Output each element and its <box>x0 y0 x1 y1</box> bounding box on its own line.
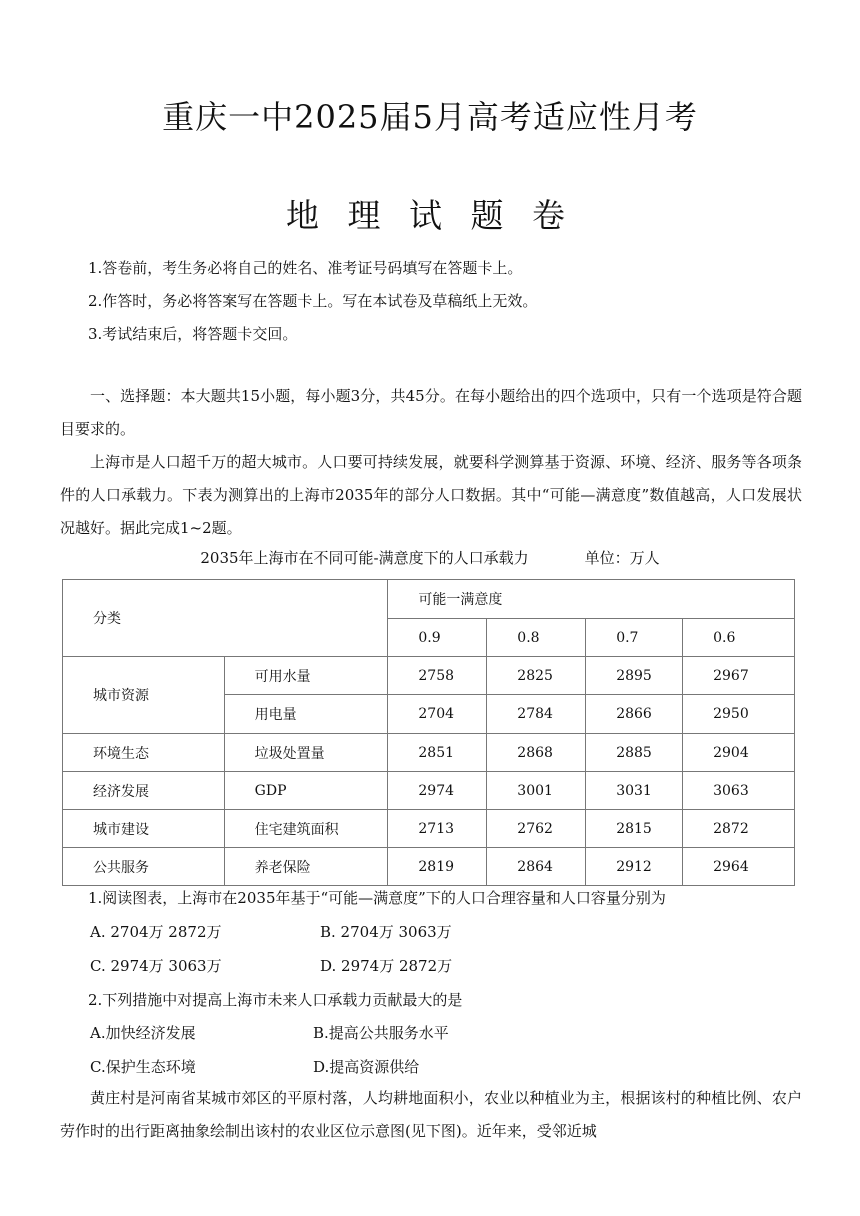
value-cell: 2872 <box>683 810 795 848</box>
table-row <box>63 772 795 810</box>
q2-option-c: C.保护生态环境 <box>90 1058 196 1076</box>
value-cell: 3063 <box>683 772 795 810</box>
value-cell: 2967 <box>683 657 795 695</box>
value-cell: 2762 <box>487 810 586 848</box>
instruction-3: 3.考试结束后，将答题卡交回。 <box>88 325 298 343</box>
question-1-stem: 1.阅读图表，上海市在2035年基于“可能—满意度”下的人口合理容量和人口容量分别为 <box>88 889 666 907</box>
level-0.9: 0.9 <box>388 619 487 657</box>
value-cell: 2819 <box>388 848 487 886</box>
value-cell: 2885 <box>586 734 683 772</box>
exam-title: 重庆一中2025届5月高考适应性月考 <box>162 98 698 136</box>
header-group: 可能一满意度 <box>388 580 795 619</box>
instruction-2: 2.作答时，务必将答案写在答题卡上。写在本试卷及草稿纸上无效。 <box>88 292 538 310</box>
item-cell: GDP <box>224 772 388 810</box>
value-cell: 2758 <box>388 657 487 695</box>
question-2-stem: 2.下列措施中对提高上海市未来人口承载力贡献最大的是 <box>88 991 463 1009</box>
category-cell: 公共服务 <box>63 848 225 886</box>
level-0.7: 0.7 <box>586 619 683 657</box>
category-cell: 城市资源 <box>63 657 225 734</box>
value-cell: 2851 <box>388 734 487 772</box>
level-0.6: 0.6 <box>683 619 795 657</box>
item-cell: 用电量 <box>224 695 388 734</box>
value-cell: 2895 <box>586 657 683 695</box>
value-cell: 2713 <box>388 810 487 848</box>
item-cell: 可用水量 <box>224 657 388 695</box>
item-cell: 养老保险 <box>224 848 388 886</box>
q1-option-a: A. 2704万 2872万 <box>90 923 222 941</box>
value-cell: 2825 <box>487 657 586 695</box>
q1-option-b: B. 2704万 3063万 <box>320 923 452 941</box>
q2-option-d: D.提高资源供给 <box>313 1058 420 1076</box>
value-cell: 2904 <box>683 734 795 772</box>
q2-option-a: A.加快经济发展 <box>90 1024 196 1042</box>
table-unit: 单位：万人 <box>584 549 660 567</box>
table-row <box>63 657 795 695</box>
value-cell: 2704 <box>388 695 487 734</box>
q1-option-d: D. 2974万 2872万 <box>320 957 453 975</box>
population-table <box>62 579 795 886</box>
table-caption <box>0 547 860 568</box>
q2-option-b: B.提高公共服务水平 <box>313 1024 449 1042</box>
section-intro: 一、选择题：本大题共15小题，每小题3分，共45分。在每小题给出的四个选项中，只有一个选项是符合题目要求的。 <box>60 387 802 438</box>
header-category: 分类 <box>63 580 388 657</box>
value-cell: 2974 <box>388 772 487 810</box>
passage-huangzhuang: 黄庄村是河南省某城市郊区的平原村落，人均耕地面积小，农业以种植业为主，根据该村的种植比例、农户劳作时的出行距离抽象绘制出该村的农业区位示意图(见下图)。近年来，受邻近城 <box>60 1089 802 1140</box>
value-cell: 3001 <box>487 772 586 810</box>
value-cell: 2815 <box>586 810 683 848</box>
value-cell: 2868 <box>487 734 586 772</box>
table-row <box>63 848 795 886</box>
value-cell: 2866 <box>586 695 683 734</box>
table-row <box>63 810 795 848</box>
subject-title: 地 理 试 题 卷 <box>286 196 574 235</box>
item-cell: 住宅建筑面积 <box>224 810 388 848</box>
category-cell: 环境生态 <box>63 734 225 772</box>
passage-shanghai: 上海市是人口超千万的超大城市。人口要可持续发展，就要科学测算基于资源、环境、经济、服务等各项条件的人口承载力。下表为测算出的上海市2035年的部分人口数据。其中“可能—满意度”数值越高，人口发展状况越好。据此完成1~2题。 <box>60 453 802 537</box>
table-caption-text: 2035年上海市在不同可能-满意度下的人口承载力 <box>200 549 529 567</box>
item-cell: 垃圾处置量 <box>224 734 388 772</box>
value-cell: 2864 <box>487 848 586 886</box>
value-cell: 2912 <box>586 848 683 886</box>
category-cell: 经济发展 <box>63 772 225 810</box>
value-cell: 2964 <box>683 848 795 886</box>
level-0.8: 0.8 <box>487 619 586 657</box>
instruction-1: 1.答卷前，考生务必将自己的姓名、准考证号码填写在答题卡上。 <box>88 259 523 277</box>
table-row <box>63 734 795 772</box>
value-cell: 3031 <box>586 772 683 810</box>
q1-option-c: C. 2974万 3063万 <box>90 957 222 975</box>
category-cell: 城市建设 <box>63 810 225 848</box>
value-cell: 2784 <box>487 695 586 734</box>
value-cell: 2950 <box>683 695 795 734</box>
